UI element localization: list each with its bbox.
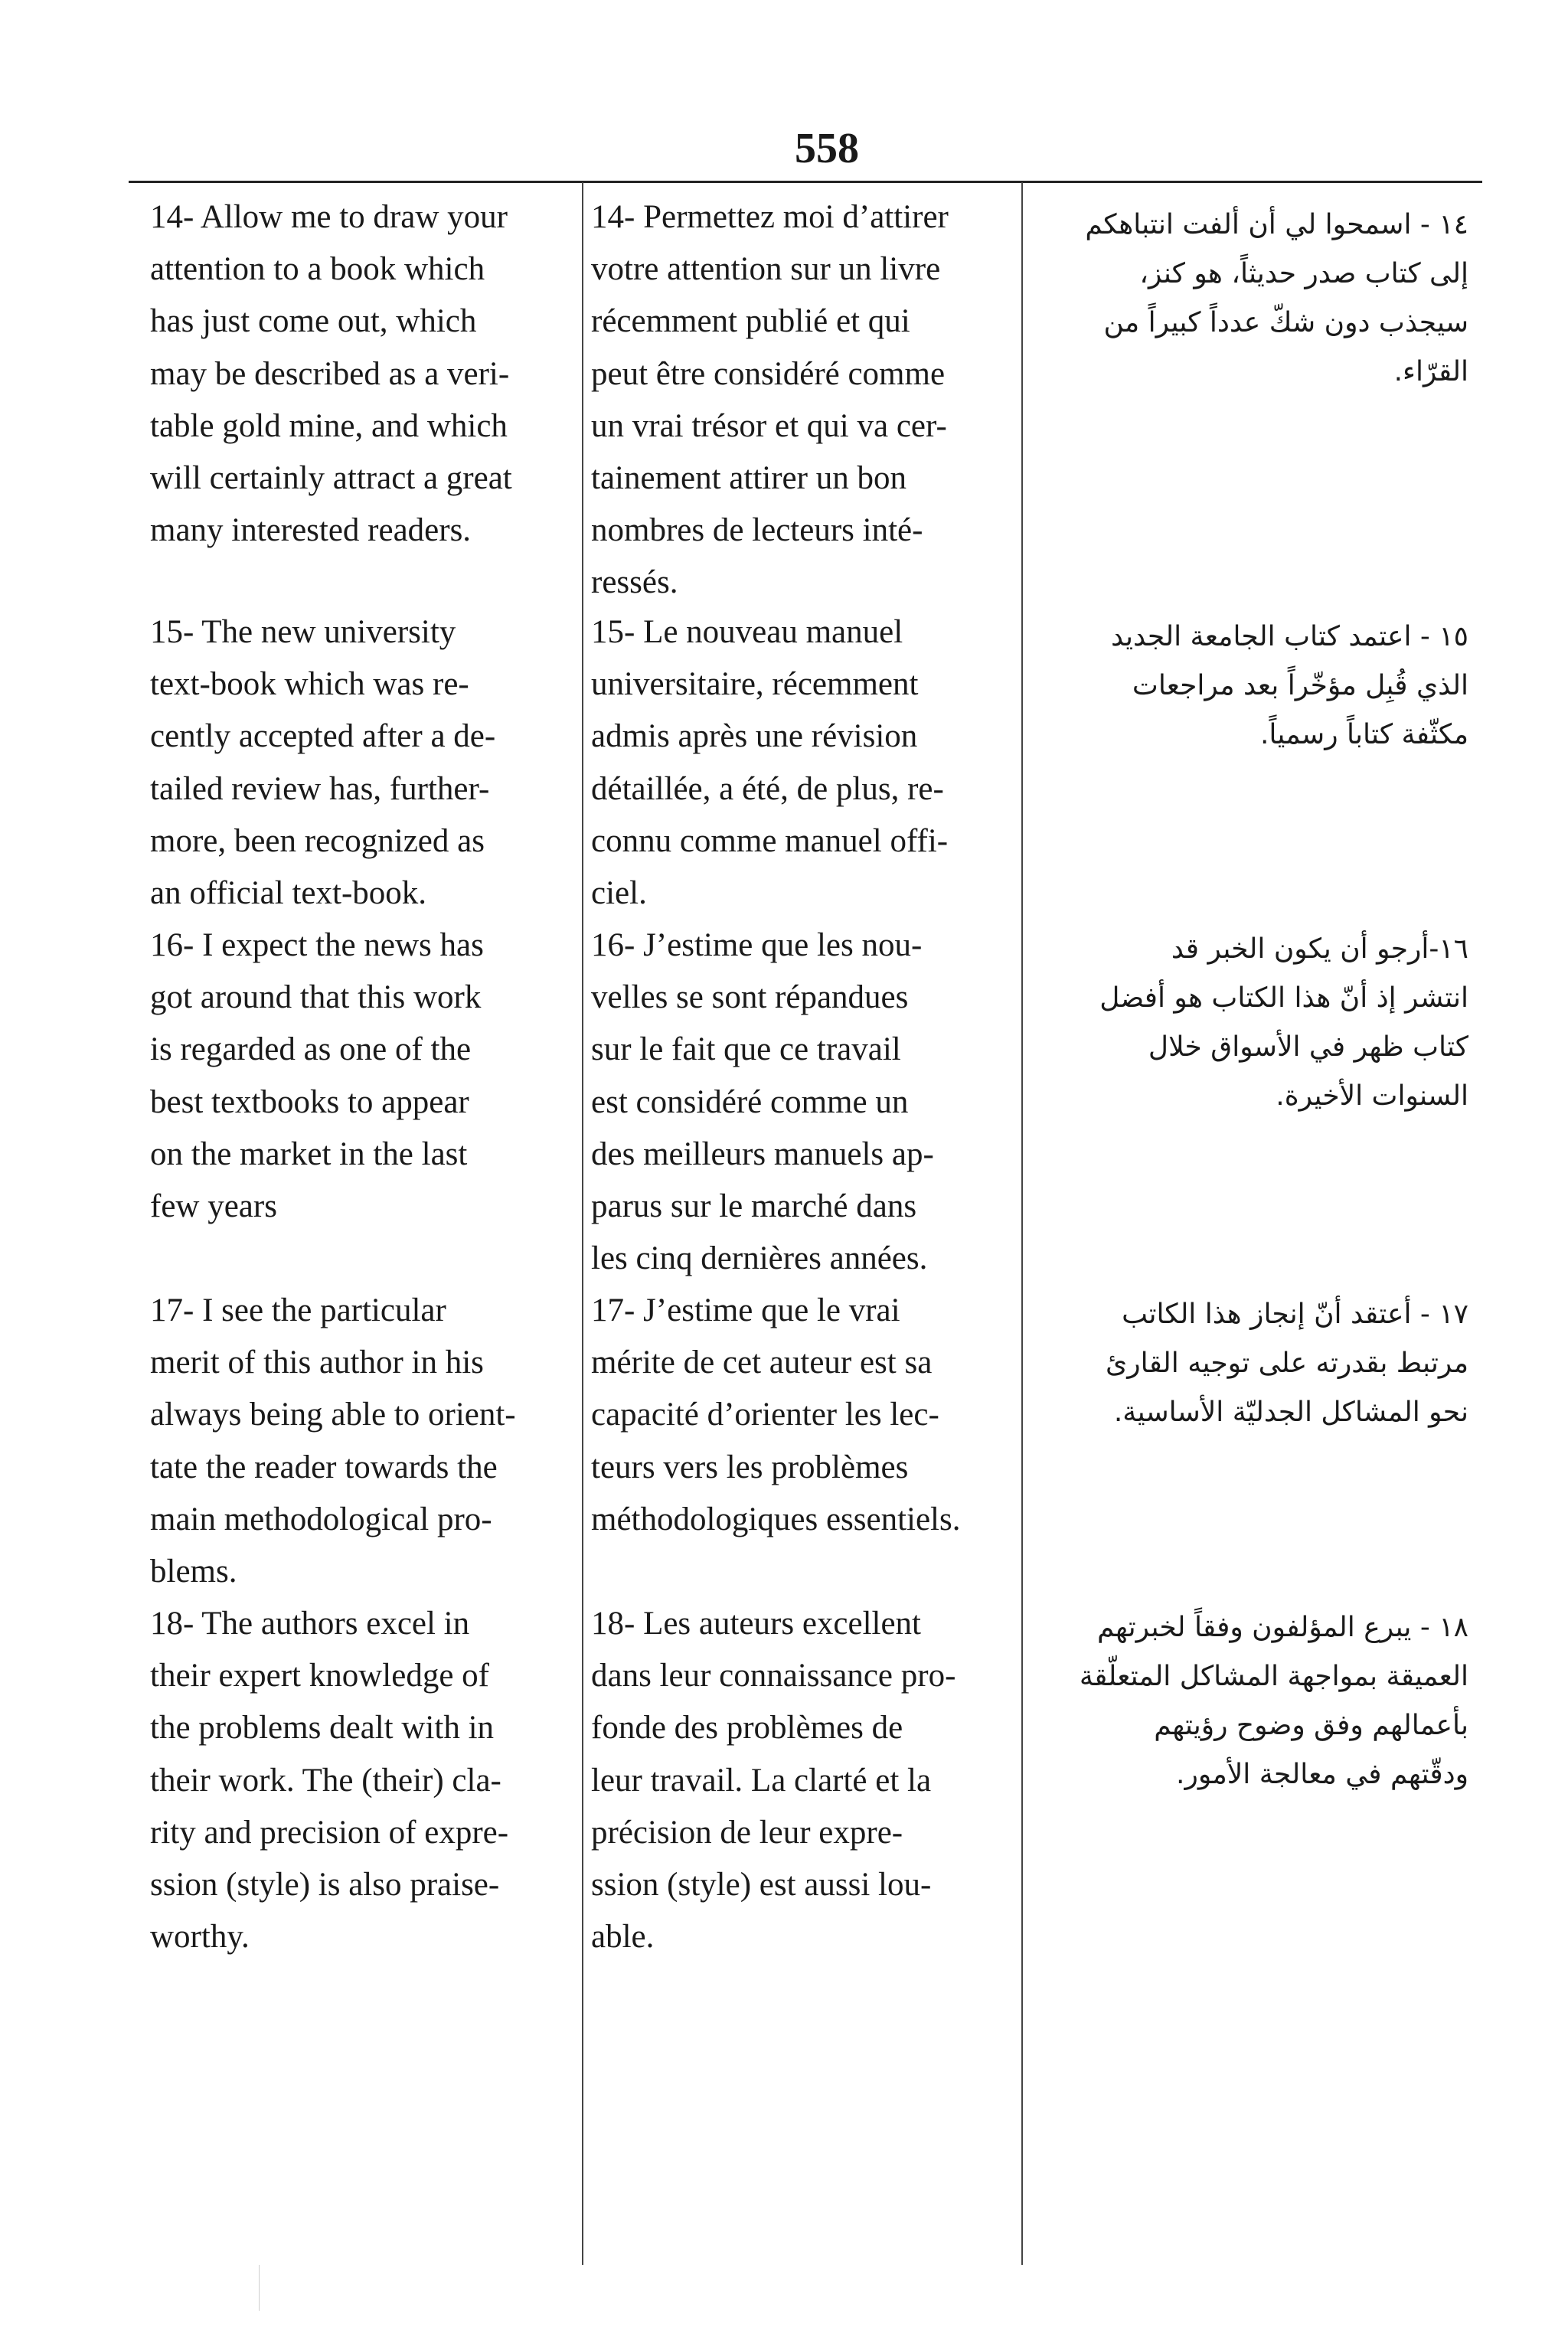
entry-17-french: 17- J’estime que le vrai mérite de cet auteur est sa capacité d’orienter les lec- teurs vers les problèmes méthodologiques essentiels. [591,1292,961,1537]
entry-16-arabic: ١٦-أرجو أن يكون الخبر قد انتشر إذ أنّ هذا الكتاب هو أفضل كتاب ظهر في الأسواق خلال السنوات الأخيرة. [1099,933,1468,1112]
entry-18-french: 18- Les auteurs excellent dans leur connaissance pro- fonde des problèmes de leur travail. La clarté et la précision de leur expre- ssion (style) est aussi lou- able. [591,1606,956,1956]
entry-14-french: 14- Permettez moi d’attirer votre attention sur un livre récemment publié et qui peut être considéré comme un vrai trésor et qui va cer- tainement attirer un bon nombres de lecteurs inté- ressés. [591,199,949,601]
entry-14-arabic: ١٤ - اسمحوا لي أن ألفت انتباهكم إلى كتاب صدر حديثاً، هو كنز، سيجذب دون شكّ عدداً كبيراً من القرّاء. [1085,209,1468,387]
scan-artifact-line [259,2265,260,2311]
entry-18-arabic: ١٨ - يبرع المؤلفون وفقاً لخبرتهم العميقة بمواجهة المشاكل المتعلّقة بأعمالهم وفق وضوح رؤيتهم ودقّتهم في معالجة الأمور. [1079,1612,1468,1790]
entry-15-english: 15- The new university text-book which was re- cently accepted after a de- tailed review has, further- more, been recognized as an official text-book. [150,614,496,912]
column-divider-left [582,182,583,2265]
entry-18-english: 18- The authors excel in their expert knowledge of the problems dealt with in their work. The (their) cla- rity and precision of expre- ssion (style) is also praise- worthy. [150,1606,509,1956]
page-number: 558 [795,125,859,172]
entry-16-english: 16- I expect the news has got around that this work is regarded as one of the best textbooks to appear on the market in the last few years [150,927,484,1225]
header-rule [129,181,1482,183]
column-divider-right [1021,182,1023,2265]
entry-16-french: 16- J’estime que les nou- velles se sont répandues sur le fait que ce travail est considéré comme un des meilleurs manuels ap- parus sur le marché dans les cinq dernières années. [591,927,934,1277]
entry-17-english: 17- I see the particular merit of this author in his always being able to orient- tate the reader towards the main methodological pro- blems. [150,1292,516,1590]
entry-15-arabic: ١٥ - اعتمد كتاب الجامعة الجديد الذي قُبِل مؤخّراً بعد مراجعات مكثّفة كتاباً رسمياً. [1111,621,1468,750]
entry-17-arabic: ١٧ - أعتقد أنّ إنجاز هذا الكاتب مرتبط بقدرته على توجيه القارئ نحو المشاكل الجدليّة الأساسية. [1106,1299,1468,1428]
entry-15-french: 15- Le nouveau manuel universitaire, récemment admis après une révision détaillée, a été, de plus, re- connu comme manuel offi- ciel. [591,614,949,912]
entry-14-english: 14- Allow me to draw your attention to a book which has just come out, which may be described as a veri- table gold mine, and which will certainly attract a great many interested readers. [150,199,512,549]
